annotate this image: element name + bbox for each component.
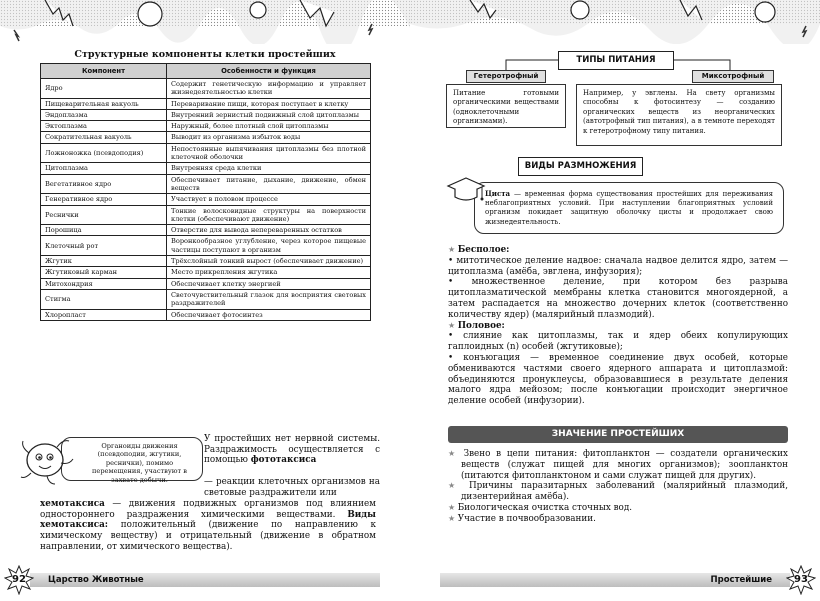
sexual-item-1: • слияние как цитоплазмы, так и ядер обеих копулирующих гаплоидных (n) особей (жгутиковые);	[448, 331, 788, 353]
table-row	[41, 143, 371, 163]
mixotrophic-description: Например, у эвглены. На свету организмы способны к фотосинтезу — созданию органических веществ из неорганических (автотрофный тип питания), а в темноте переходят к гетеротрофному типу питания.	[576, 84, 782, 146]
heterotrophic-label: Гетеротрофный	[466, 70, 546, 83]
function-cell: Обеспечивает питание, дыхание, движение, обмен веществ	[167, 174, 371, 194]
left-footer	[0, 565, 410, 595]
graduation-cap-icon	[446, 176, 486, 206]
table-row	[41, 132, 371, 143]
asexual-heading: ★ Бесполое:	[448, 245, 510, 255]
right-footer	[410, 565, 820, 595]
taxis-text-4: положительный (движение по направлению к химическому веществу) и отрицательный (движение в обратном направлении, от химического вещества).	[40, 520, 376, 552]
table-row	[41, 79, 371, 99]
table-row	[41, 309, 371, 320]
table-row	[41, 278, 371, 289]
table-title: Структурные компоненты клетки простейших	[74, 49, 336, 60]
component-cell: Эндоплазма	[41, 109, 167, 120]
importance-item: ★ Звено в цепи питания: фитопланктон — создатели органических веществ (служат пищей для многих организмов); зоопланктон (питаются фитопланктоном и сами служат пищей для других).	[448, 449, 788, 481]
chemotaxis-kinds-term: Виды хемотаксиса:	[40, 509, 376, 531]
component-cell: Жгутик	[41, 256, 167, 267]
table-row	[41, 163, 371, 174]
function-cell: Непостоянные выпячивания цитоплазмы без плотной клеточной оболочки	[167, 143, 371, 163]
right-page	[410, 0, 820, 601]
importance-header: ЗНАЧЕНИЕ ПРОСТЕЙШИХ	[448, 426, 788, 443]
function-cell: Обеспечивает клетку энергией	[167, 278, 371, 289]
function-cell: Переваривание пищи, которая поступает в клетку	[167, 98, 371, 109]
star-bullet-icon: ★	[448, 245, 458, 254]
asexual-item-1: • митотическое деление надвое: сначала надвое делится ядро, затем — цитоплазма (амёба, эвглена, инфузория);	[448, 255, 788, 277]
star-bullet-icon: ★	[448, 481, 469, 491]
component-cell: Ядро	[41, 79, 167, 99]
component-cell: Порошица	[41, 225, 167, 236]
chemotaxis-paragraph	[40, 499, 376, 553]
function-cell: Внутренняя среда клетки	[167, 163, 371, 174]
section-title: Простейшие	[710, 575, 772, 585]
component-cell: Цитоплазма	[41, 163, 167, 174]
table-row	[41, 236, 371, 256]
function-cell: Место прикрепления жгутика	[167, 267, 371, 278]
table-header-row	[41, 64, 371, 79]
importance-list	[448, 449, 788, 525]
component-cell: Митохондрия	[41, 278, 167, 289]
component-cell: Сократительная вакуоль	[41, 132, 167, 143]
table-row	[41, 267, 371, 278]
cyst-definition: — временная форма существования простейших для переживания неблагоприятных условий. При наступлении благоприятных условий организм покидает защитную оболочку цисты и продолжает свою жизнедеятельность.	[485, 190, 773, 226]
table-row	[41, 121, 371, 132]
cyst-term: Циста	[485, 189, 511, 198]
table-row	[41, 205, 371, 225]
component-cell: Вегетативное ядро	[41, 174, 167, 194]
table-row	[41, 174, 371, 194]
section-title: Царство Животные	[48, 575, 144, 585]
function-cell: Участвует в половом процессе	[167, 194, 371, 205]
importance-item: ★ Участие в почвообразовании.	[448, 513, 596, 524]
page-number: 93	[794, 574, 808, 585]
component-cell: Клеточный рот	[41, 236, 167, 256]
table-row	[41, 98, 371, 109]
function-cell: Обеспечивает фотосинтез	[167, 309, 371, 320]
component-cell: Ложноножка (псевдоподия)	[41, 143, 167, 163]
function-cell: Содержит генетическую информацию и управляет жизнедеятельностью клетки	[167, 79, 371, 99]
taxis-paragraph-cont	[204, 477, 380, 498]
component-cell: Стигма	[41, 289, 167, 309]
component-cell: Эктоплазма	[41, 121, 167, 132]
component-cell: Пищеварительная вакуоль	[41, 98, 167, 109]
organelle-callout	[17, 433, 199, 486]
table-row	[41, 194, 371, 205]
table-row	[41, 256, 371, 267]
function-cell: Тонкие волосковидные структуры на поверхности клетки (обеспечивают движение)	[167, 205, 371, 225]
heterotrophic-description: Питание готовыми органическими веществами (одноклеточными организмами).	[446, 84, 566, 128]
function-cell: Светочувствительный глазок для восприятия световых раздражителей	[167, 289, 371, 309]
column-header-component: Компонент	[41, 64, 167, 79]
function-cell: Наружный, более плотный слой цитоплазмы	[167, 121, 371, 132]
page-number: 92	[12, 574, 26, 585]
importance-item: ★ Причины паразитарных заболеваний (малярийный плазмодий, дизентерийная амёба).	[448, 481, 789, 503]
table-row	[41, 225, 371, 236]
function-cell: Выводит из организма избыток воды	[167, 132, 371, 143]
phototaxis-term: фототаксиса	[250, 455, 317, 466]
taxis-paragraph	[204, 434, 380, 466]
table-row	[41, 289, 371, 309]
importance-item: ★ Биологическая очистка сточных вод.	[448, 502, 633, 513]
comic-header-decoration	[0, 0, 410, 44]
component-cell: Реснички	[41, 205, 167, 225]
cell-mascot-illustration	[17, 433, 79, 488]
mixotrophic-label: Миксотрофный	[692, 70, 774, 83]
taxis-text-1: У простейших нет нервной системы. Раздражимость осуществляется с помощью	[204, 434, 380, 466]
star-bullet-icon: ★	[448, 513, 458, 523]
table-row	[41, 109, 371, 120]
organelle-note-text: Органоиды движения (псевдоподии, жгутики, реснички), помимо перемещения, участвуют в захвате добычи.	[61, 437, 203, 481]
cell-components-table	[40, 63, 371, 321]
sexual-item-2: • конъюгация — временное соединение двух особей, которые обмениваются частями своего ядерного аппарата и цитоплазмой: объединяются пронуклеусы, образовавшиеся в результате деления малого ядра мейозом; после конъюгации происходит энергичное деление особей (инфузории).	[448, 352, 788, 407]
function-cell: Трёхслойный тонкий вырост (обеспечивает движение)	[167, 256, 371, 267]
taxis-text-2: — реакции клеточных организмов на световые раздражители или	[204, 477, 380, 498]
star-bullet-icon: ★	[448, 502, 458, 512]
function-cell: Воронкообразное углубление, через которое пищевые частицы поступают в организм	[167, 236, 371, 256]
star-bullet-icon: ★	[448, 449, 464, 458]
cyst-note	[474, 182, 784, 234]
function-cell: Внутренний зернистый подвижный слой цитоплазмы	[167, 109, 371, 120]
component-cell: Генеративное ядро	[41, 194, 167, 205]
taxis-text-3: — движения подвижных организмов под влиянием одностороннего раздражения химическими веществами.	[40, 499, 376, 520]
function-cell: Отверстие для вывода непереваренных остатков	[167, 225, 371, 236]
chemotaxis-term: хемотаксиса	[40, 499, 105, 509]
column-header-function: Особенности и функция	[167, 64, 371, 79]
nutrition-types-header: ТИПЫ ПИТАНИЯ	[558, 51, 674, 70]
star-bullet-icon: ★	[448, 320, 458, 330]
component-cell: Жгутиковый карман	[41, 267, 167, 278]
reproduction-list	[448, 245, 788, 407]
sexual-heading: ★ Половое:	[448, 320, 505, 331]
component-cell: Хлоропласт	[41, 309, 167, 320]
asexual-item-2: • множественное деление, при котором без разрыва цитоплазматической мембраны клетка становится многоядерной, а затем распадается на множество дочерних клеток (соответственно количеству ядер) (малярийный плазмодий).	[448, 277, 788, 320]
reproduction-types-header: ВИДЫ РАЗМНОЖЕНИЯ	[518, 157, 643, 176]
